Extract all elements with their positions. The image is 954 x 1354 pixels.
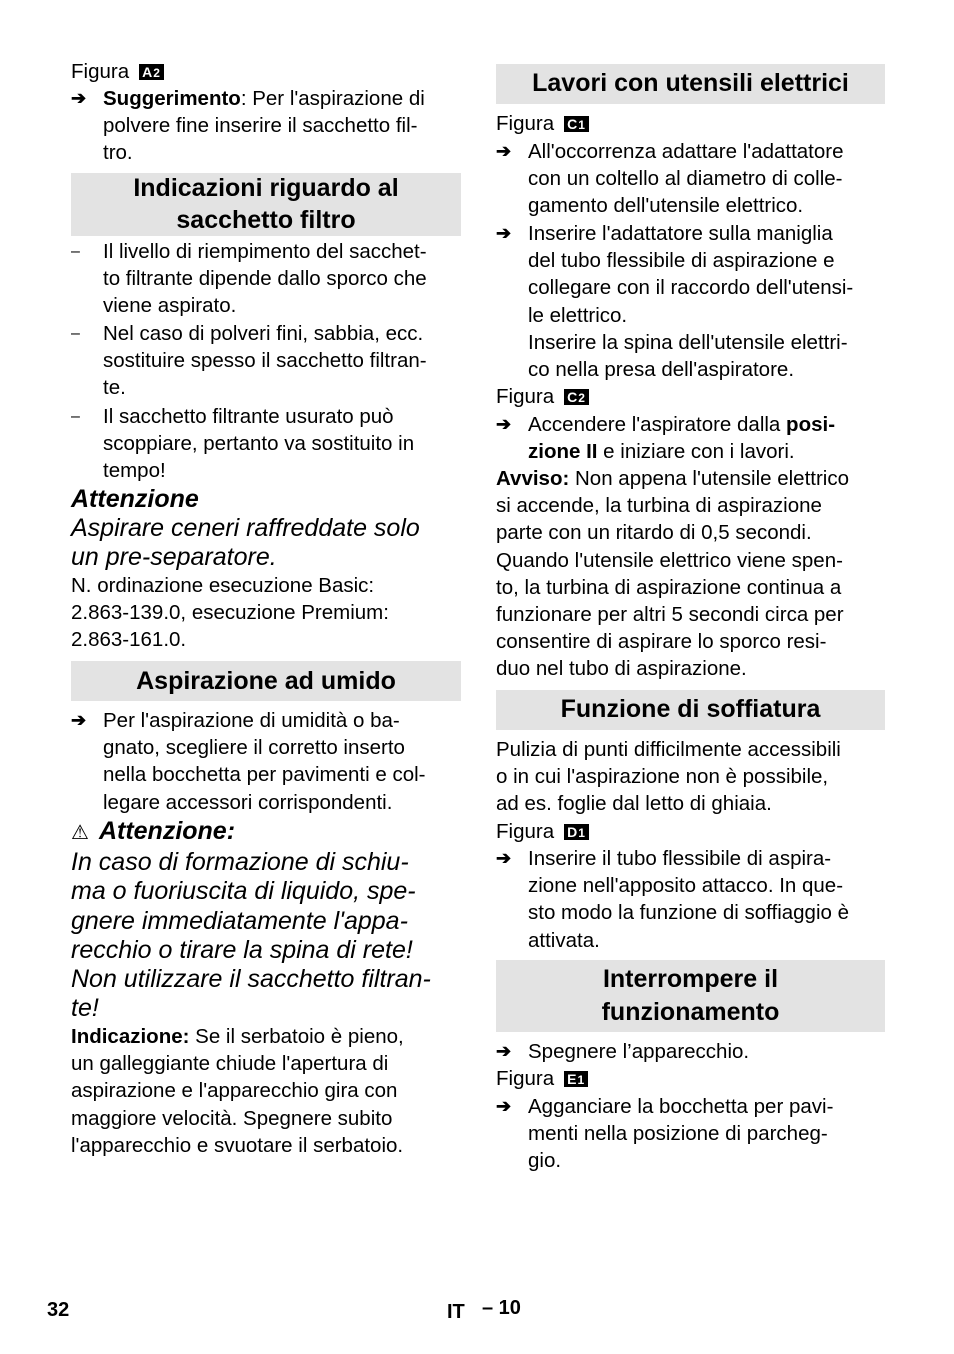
arrow-icon: ➔ bbox=[496, 1041, 512, 1061]
arrow-icon: ➔ bbox=[496, 1096, 512, 1116]
section-heading-power-tools: Lavori con utensili elettrici bbox=[496, 64, 885, 104]
figure-badge: E1 bbox=[564, 1071, 588, 1087]
indication-note: Indicazione: Se il serbatoio è pieno, un galleggiante chiude l'apertura di aspirazione e l'apparecchio gira con maggiore velocità. Spegnere subito l'apparecchio e svuotare il serbatoio. bbox=[71, 1025, 404, 1157]
figure-badge: C2 bbox=[564, 389, 589, 405]
section-heading-stop-operation: Interrompere il funzionamento bbox=[496, 960, 885, 1032]
arrow-icon: ➔ bbox=[496, 223, 512, 243]
sub-page-number: – 10 bbox=[482, 1297, 521, 1319]
figure-badge: A2 bbox=[139, 64, 164, 80]
arrow-icon: ➔ bbox=[496, 141, 512, 161]
arrow-icon: ➔ bbox=[496, 414, 512, 434]
figure-ref-c1: Figura C1 bbox=[496, 110, 589, 137]
figure-badge: C1 bbox=[564, 116, 589, 132]
warning-triangle-icon: ⚠ bbox=[71, 822, 89, 844]
figure-ref-d1: Figura D1 bbox=[496, 818, 589, 845]
figure-badge: D1 bbox=[564, 824, 589, 840]
section-heading-blowing: Funzione di soffiatura bbox=[496, 690, 885, 730]
notice-text: Avviso: Non appena l'utensile elettrico si accende, la turbina di aspirazione parte con un ritardo di 0,5 secondi. Quando l'utensile elettrico viene spen- to, la turbina di aspirazione continua a funzionare per altri 5 secondi circa per consentire di aspirare lo sporco resi- duo nel tubo di aspirazione. bbox=[496, 467, 849, 681]
figure-ref-c2: Figura C2 bbox=[496, 383, 589, 410]
arrow-icon: ➔ bbox=[71, 88, 87, 108]
arrow-icon: ➔ bbox=[496, 848, 512, 868]
warning-note: ⚠ Attenzione: In caso di formazione di schiu- ma o fuoriuscita di liquido, spe- gnere immediatamente l'appa- recchio o tirare la spina di rete! Non utilizzare il sacchetto filtran- te! bbox=[71, 817, 431, 1023]
figure-ref-a2: Figura A2 bbox=[71, 58, 164, 85]
section-heading-filter-bag: Indicazioni riguardo al sacchetto filtro bbox=[71, 173, 461, 236]
page-number: 32 bbox=[47, 1299, 70, 1321]
language-code: IT bbox=[447, 1301, 465, 1323]
blowing-text: Pulizia di punti difficilmente accessibili o in cui l'aspirazione non è possibile, ad es. foglie dal letto di ghiaia. bbox=[496, 738, 841, 816]
order-number-text: N. ordinazione esecuzione Basic: 2.863-139.0, esecuzione Premium: 2.863-161.0. bbox=[71, 574, 389, 652]
attention-note: Attenzione Aspirare ceneri raffreddate solo un pre-separatore. bbox=[71, 485, 420, 572]
figure-ref-e1: Figura E1 bbox=[496, 1065, 588, 1092]
arrow-icon: ➔ bbox=[71, 710, 87, 730]
section-heading-wet-vacuum: Aspirazione ad umido bbox=[71, 661, 461, 701]
